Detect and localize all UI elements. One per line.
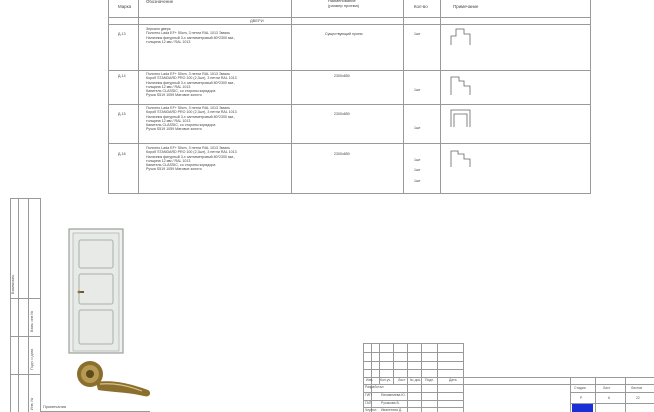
section-title: ДВЕРИ <box>250 18 264 23</box>
tb-role-name: Русакова В. <box>381 401 400 405</box>
row-mark: Д-13 <box>118 32 126 36</box>
tb-header-cell: Кол.уч. <box>380 378 392 382</box>
row-description: Полотно Lada EF+ 50сm, 3 петли RAL 1013 Эмаль Короб STANDARD PRO 100 (2,3шт), 3 петли RAL 1013 Наличник фигурный 3-х сантиметровый 80*2300 мм., толщина 12 мм / RAL 1013 Капитель CLASSIC, со стороны коридора Ручка S519 1059 Матовое золото <box>146 146 237 172</box>
tb-header-cell: Дата <box>449 378 457 382</box>
row-size: 2300х850 <box>334 152 350 156</box>
tb-role-name: Евлампиева Ю. <box>381 393 406 397</box>
tb-header-cell: Изм. <box>366 378 374 382</box>
tb-stage-value: 22 <box>636 396 640 400</box>
title-block <box>363 343 654 412</box>
tb-stage-value: 6 <box>608 396 610 400</box>
row-description: Полотно Lada EF+ 50сm, 3 петли RAL 1013 Эмаль Короб STANDARD PRO 100 (2,3шт), 3 петли RAL 1013 Наличник фигурный 3-х сантиметровый 80*2300 мм., толщина 12 мм / RAL 1013 Капитель CLASSIC, со стороны коридора Ручка S519 1059 Матовое золото <box>146 72 237 98</box>
tb-stage-value: Р <box>580 396 583 400</box>
tb-role: ГАП <box>365 401 372 405</box>
door-profile-sketch <box>450 74 472 96</box>
row-qty: 1шт <box>414 168 421 172</box>
row-qty: 1шт <box>414 126 421 130</box>
door-handle-illustration <box>74 358 154 404</box>
tb-header-cell: Лист <box>398 378 406 382</box>
row-qty: 1шт <box>414 32 421 36</box>
specification-table <box>108 0 590 194</box>
tb-stage-header: Стадия <box>574 386 586 390</box>
tb-stage-header: Листов <box>631 386 643 390</box>
door-profile-sketch <box>450 108 472 128</box>
row-size: 2300х850 <box>334 74 350 78</box>
row-size: 2300х850 <box>334 112 350 116</box>
header-mark: Марка <box>118 4 132 9</box>
strip-label: Подп. и дата <box>30 348 34 370</box>
company-logo <box>572 404 593 412</box>
row-mark: Д-14 <box>118 74 126 78</box>
row-qty: 1шт <box>414 179 421 183</box>
left-border-strip <box>10 198 40 412</box>
row-description: Полотно Lada EF+ 50сm, 3 петли RAL 1013 Эмаль Короб STANDARD PRO 100 (2,3шт), 3 петли RAL 1013 Наличник фигурный 3-х сантиметровый 80*2300 мм., толщина 12 мм / RAL 1013 Капитель CLASSIC, со стороны коридора Ручка S519 1059 Матовое золото <box>146 106 237 132</box>
row-mark: Д-16 <box>118 152 126 156</box>
row-description: Зеркало дверь Полотно Lada EF+ 50сm, 3 петли RAL 1013 Эмаль Наличник фигурный 3-х сантиметровый 80*2300 мм., толщина 12 мм / RAL 1013 <box>146 27 235 44</box>
door-profile-sketch <box>450 26 472 46</box>
tb-role: Разработал <box>365 385 384 389</box>
header-note: Примечание <box>453 4 479 9</box>
strip-label: Взаимозам. <box>11 274 15 294</box>
tb-role-name: Ивантеева Д. <box>381 408 403 412</box>
strip-label: Инв. № <box>30 397 34 410</box>
tb-header-cell: № док. <box>410 378 421 382</box>
row-mark: Д-15 <box>118 112 126 116</box>
tb-role: ГИП <box>365 393 372 397</box>
door-illustration <box>68 228 124 354</box>
header-designation: Обозначение <box>146 0 174 4</box>
notes-label: Примечания <box>43 404 67 409</box>
door-profile-sketch <box>450 147 472 169</box>
tb-role: Чертил <box>365 408 377 412</box>
tb-stage-header: Лист <box>603 386 611 390</box>
header-name: Наименование (размер проема) <box>328 0 360 8</box>
row-size: Существующий проем <box>325 32 363 36</box>
row-qty: 1шт <box>414 158 421 162</box>
header-qty: Кол-во <box>414 4 428 9</box>
strip-label: Взам. инв № <box>30 310 34 332</box>
tb-header-cell: Подп. <box>425 378 435 382</box>
row-qty: 1шт <box>414 88 421 92</box>
